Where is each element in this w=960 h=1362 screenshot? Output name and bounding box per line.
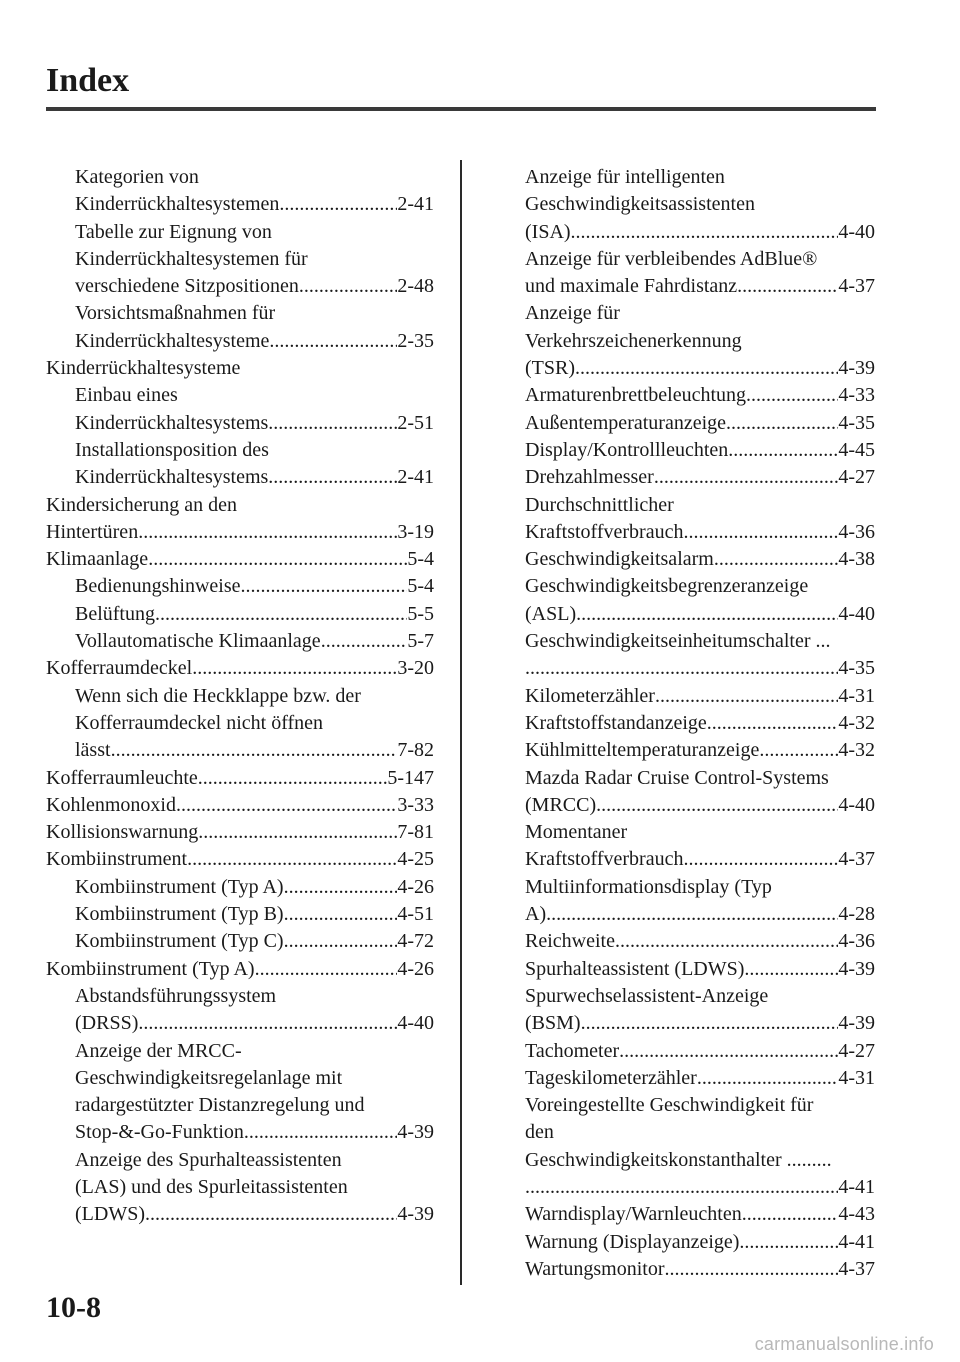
index-term: Kraftstoffstandanzeige	[525, 711, 707, 734]
index-entry	[46, 792, 434, 819]
index-entry	[46, 328, 434, 355]
index-page-ref: 5-4	[407, 575, 434, 598]
dot-leader	[525, 1174, 838, 1201]
index-entry	[46, 464, 434, 491]
index-term: Warnung (Displayanzeige)	[525, 1230, 740, 1253]
index-term: Hintertüren	[46, 520, 139, 543]
dot-leader	[654, 464, 839, 491]
index-entry: Multiinformationsdisplay (Typ	[525, 875, 772, 898]
index-term: Kinderrückhaltesystems	[75, 411, 269, 434]
index-entry	[46, 737, 434, 764]
index-entry: Voreingestellte Geschwindigkeit für	[525, 1094, 814, 1117]
index-term: Kinderrückhaltesysteme	[75, 329, 270, 352]
dot-leader	[148, 546, 407, 573]
index-entry: Geschwindigkeitsregelanlage mit	[75, 1066, 343, 1089]
index-page-ref: 3-19	[397, 520, 434, 543]
dot-leader	[138, 519, 397, 546]
index-page-ref: 4-35	[838, 657, 875, 680]
index-entry	[525, 1065, 875, 1092]
index-page-ref: 4-41	[838, 1230, 875, 1253]
dot-leader	[244, 1119, 397, 1146]
index-term: Stop-&-Go-Funktion	[75, 1121, 244, 1144]
index-entry: Anzeige der MRCC-	[75, 1039, 242, 1062]
index-column-left	[46, 164, 434, 1229]
index-entry	[525, 1010, 875, 1037]
index-entry: Mazda Radar Cruise Control-Systems	[525, 766, 829, 789]
dot-leader	[737, 273, 838, 300]
index-page-ref: 4-37	[838, 1257, 875, 1280]
index-term: Kombiinstrument (Typ A)	[46, 957, 255, 980]
index-entry: Verkehrszeichenerkennung	[525, 329, 742, 352]
index-term: Kühlmitteltemperaturanzeige	[525, 739, 760, 762]
index-entry: (LAS) und des Spurleitassistenten	[75, 1175, 348, 1198]
dot-leader	[714, 546, 838, 573]
index-term: lässt	[75, 739, 111, 762]
index-term: Warndisplay/Warnleuchten	[525, 1203, 742, 1226]
dot-leader	[596, 792, 838, 819]
index-page-ref: 4-40	[838, 793, 875, 816]
index-page-ref: 4-37	[838, 275, 875, 298]
index-page-ref: 4-27	[838, 466, 875, 489]
index-page-ref: 4-43	[838, 1203, 875, 1226]
dot-leader	[742, 1201, 839, 1228]
dot-leader	[655, 683, 838, 710]
header-rule	[46, 107, 876, 111]
dot-leader	[268, 410, 397, 437]
index-entry	[525, 382, 875, 409]
dot-leader	[284, 928, 398, 955]
index-term: Kombiinstrument	[46, 848, 188, 871]
index-entry	[46, 601, 434, 628]
index-entry: Anzeige für verbleibendes AdBlue®	[525, 247, 818, 270]
index-term: Wartungsmonitor	[525, 1257, 665, 1280]
index-term: Reichweite	[525, 930, 615, 953]
index-term: Display/Kontrollleuchten	[525, 438, 729, 461]
index-entry	[46, 655, 434, 682]
index-page-ref: 4-40	[838, 220, 875, 243]
index-entry	[525, 437, 875, 464]
index-entry	[525, 710, 875, 737]
index-page-ref: 4-37	[838, 848, 875, 871]
dot-leader	[111, 737, 398, 764]
dot-leader	[321, 628, 408, 655]
index-entry: Tabelle zur Eignung von	[75, 220, 272, 243]
dot-leader	[525, 655, 838, 682]
index-entry	[46, 846, 434, 873]
index-entry	[46, 573, 434, 600]
index-entry	[525, 355, 875, 382]
index-term: Belüftung	[75, 602, 155, 625]
dot-leader	[683, 519, 838, 546]
index-term: Kombiinstrument (Typ B)	[75, 903, 284, 926]
index-entry: Geschwindigkeitsbegrenzeranzeige	[525, 575, 809, 598]
index-page-ref: 4-72	[397, 930, 434, 953]
index-entry	[46, 191, 434, 218]
index-entry: Geschwindigkeitsassistenten	[525, 193, 755, 216]
index-term: (LDWS)	[75, 1203, 145, 1226]
dot-leader	[707, 710, 839, 737]
index-page-ref: 4-31	[838, 1066, 875, 1089]
index-entry	[525, 1038, 875, 1065]
index-entry: Spurwechselassistent-Anzeige	[525, 984, 769, 1007]
dot-leader	[571, 219, 839, 246]
index-page-ref: 4-33	[838, 384, 875, 407]
index-term: (BSM)	[525, 1012, 581, 1035]
index-term: Kollisionswarnung	[46, 821, 199, 844]
index-entry	[46, 628, 434, 655]
dot-leader	[269, 328, 397, 355]
index-term: Kofferraumleuchte	[46, 766, 198, 789]
index-term: (TSR)	[525, 357, 575, 380]
index-entry	[46, 546, 434, 573]
index-page-ref: 7-81	[397, 821, 434, 844]
index-entry	[525, 546, 875, 573]
index-entry	[525, 273, 875, 300]
index-page-ref: 4-39	[838, 357, 875, 380]
index-term: Klimaanlage	[46, 548, 149, 571]
column-divider	[460, 160, 462, 1285]
index-entry: den	[525, 1121, 554, 1144]
dot-leader	[155, 601, 407, 628]
dot-leader	[176, 792, 397, 819]
index-entry: Vorsichtsmaßnahmen für	[75, 302, 276, 325]
index-page-ref: 5-4	[407, 548, 434, 571]
index-entry	[525, 410, 875, 437]
index-term: (ASL)	[525, 602, 577, 625]
dot-leader	[581, 1010, 839, 1037]
dot-leader	[739, 1229, 838, 1256]
dot-leader	[241, 573, 408, 600]
index-entry	[46, 928, 434, 955]
index-page-ref: 2-51	[397, 411, 434, 434]
index-entry: Geschwindigkeitskonstanthalter .........	[525, 1148, 832, 1171]
index-page-ref: 7-82	[397, 739, 434, 762]
index-entry	[525, 1201, 875, 1228]
dot-leader	[187, 846, 397, 873]
dot-leader	[284, 901, 398, 928]
index-term: Kohlenmonoxid	[46, 793, 176, 816]
index-page-ref: 3-20	[397, 657, 434, 680]
index-page-ref: 4-40	[397, 1012, 434, 1035]
index-page-ref: 4-32	[838, 711, 875, 734]
index-entry	[525, 519, 875, 546]
index-entry	[525, 1174, 875, 1201]
index-entry	[46, 1010, 434, 1037]
index-entry: Kindersicherung an den	[46, 493, 238, 516]
dot-leader	[728, 437, 838, 464]
dot-leader	[255, 956, 398, 983]
dot-leader	[683, 846, 838, 873]
index-entry	[46, 1119, 434, 1146]
index-page-ref: 3-33	[397, 793, 434, 816]
index-term: Kofferraumdeckel	[46, 657, 193, 680]
index-entry	[46, 410, 434, 437]
dot-leader	[279, 191, 397, 218]
index-entry: Anzeige für	[525, 302, 620, 325]
index-entry	[525, 219, 875, 246]
dot-leader	[192, 655, 397, 682]
index-term: Spurhalteassistent (LDWS)	[525, 957, 745, 980]
dot-leader	[299, 273, 398, 300]
dot-leader	[619, 1038, 838, 1065]
index-entry	[46, 273, 434, 300]
index-term: Geschwindigkeitsalarm	[525, 548, 714, 571]
index-term: Kombiinstrument (Typ C)	[75, 930, 284, 953]
index-term: (DRSS)	[75, 1012, 139, 1035]
dot-leader	[697, 1065, 838, 1092]
index-page-ref: 4-26	[397, 957, 434, 980]
dot-leader	[744, 956, 838, 983]
dot-leader	[145, 1201, 397, 1228]
watermark: carmanualsonline.info	[754, 1334, 934, 1354]
dot-leader	[198, 819, 397, 846]
index-page-ref: 2-41	[397, 193, 434, 216]
index-page-ref: 4-45	[838, 438, 875, 461]
index-column-right	[525, 164, 875, 1283]
index-entry	[46, 519, 434, 546]
index-page-ref: 5-7	[407, 630, 434, 653]
index-page-ref: 4-39	[838, 957, 875, 980]
dot-leader	[726, 410, 838, 437]
index-page-ref: 5-147	[387, 766, 434, 789]
index-page-ref: 4-31	[838, 684, 875, 707]
index-entry	[46, 874, 434, 901]
index-entry: Kinderrückhaltesysteme	[46, 357, 241, 380]
index-entry	[525, 846, 875, 873]
index-page-ref: 4-36	[838, 930, 875, 953]
index-term: Kinderrückhaltesystems	[75, 466, 269, 489]
page-number: 10-8	[46, 1291, 101, 1324]
index-entry: Installationsposition des	[75, 438, 269, 461]
index-entry	[525, 792, 875, 819]
index-entry	[525, 683, 875, 710]
index-term: Kraftstoffverbrauch	[525, 520, 684, 543]
index-entry	[525, 464, 875, 491]
index-page-ref: 4-26	[397, 875, 434, 898]
dot-leader	[198, 765, 388, 792]
index-entry	[46, 765, 434, 792]
index-entry	[46, 1201, 434, 1228]
dot-leader	[138, 1010, 397, 1037]
index-entry	[525, 601, 875, 628]
index-entry: Kofferraumdeckel nicht öffnen	[75, 711, 324, 734]
index-entry: Geschwindigkeitseinheitumschalter ...	[525, 630, 831, 653]
index-page-ref: 4-38	[838, 548, 875, 571]
index-term: verschiedene Sitzpositionen	[75, 275, 299, 298]
index-entry	[525, 1229, 875, 1256]
dot-leader	[664, 1256, 838, 1283]
index-entry	[525, 901, 875, 928]
index-entry: Kategorien von	[75, 166, 199, 188]
index-entry: Momentaner	[525, 821, 628, 844]
index-term: Bedienungshinweise	[75, 575, 241, 598]
index-entry	[525, 737, 875, 764]
index-page-ref: 4-39	[397, 1121, 434, 1144]
index-term: Tageskilometerzähler	[525, 1066, 697, 1089]
index-term: (MRCC)	[525, 793, 597, 816]
index-entry	[46, 956, 434, 983]
index-entry	[525, 655, 875, 682]
index-entry: radargestützter Distanzregelung und	[75, 1094, 365, 1117]
index-entry: Abstandsführungssystem	[75, 984, 277, 1007]
index-term: und maximale Fahrdistanz	[525, 275, 738, 298]
index-term: Armaturenbrettbeleuchtung	[525, 384, 747, 407]
index-term: Kilometerzähler	[525, 684, 655, 707]
dot-leader	[746, 382, 838, 409]
index-term: A)	[525, 903, 547, 926]
index-term: Kinderrückhaltesystemen	[75, 193, 280, 216]
index-page-ref: 4-51	[397, 903, 434, 926]
index-term: Kombiinstrument (Typ A)	[75, 875, 284, 898]
index-page-ref: 2-48	[397, 275, 434, 298]
index-entry	[525, 1256, 875, 1283]
index-page-ref: 4-35	[838, 411, 875, 434]
index-entry: Einbau eines	[75, 384, 178, 407]
dot-leader	[268, 464, 397, 491]
index-entry: Kinderrückhaltesystemen für	[75, 247, 308, 270]
index-page-ref: 2-35	[397, 329, 434, 352]
dot-leader	[615, 928, 838, 955]
page-title: Index	[46, 62, 130, 99]
index-page-ref: 4-40	[838, 602, 875, 625]
index-page-ref: 2-41	[397, 466, 434, 489]
index-entry: Wenn sich die Heckklappe bzw. der	[75, 684, 361, 707]
dot-leader	[546, 901, 838, 928]
index-term: Kraftstoffverbrauch	[525, 848, 684, 871]
index-page-ref: 4-39	[838, 1012, 875, 1035]
index-entry	[46, 819, 434, 846]
index-page-ref: 4-41	[838, 1175, 875, 1198]
index-entry: Durchschnittlicher	[525, 493, 674, 516]
index-page-ref: 4-25	[397, 848, 434, 871]
index-term: Außentemperaturanzeige	[525, 411, 727, 434]
index-entry: Anzeige für intelligenten	[525, 166, 725, 188]
index-page-ref: 5-5	[407, 602, 434, 625]
dot-leader	[759, 737, 838, 764]
dot-leader	[284, 874, 398, 901]
dot-leader	[576, 601, 838, 628]
index-page-ref: 4-36	[838, 520, 875, 543]
index-term: Vollautomatische Klimaanlage	[75, 630, 321, 653]
index-entry	[525, 928, 875, 955]
index-page-ref: 4-27	[838, 1039, 875, 1062]
dot-leader	[575, 355, 838, 382]
index-entry	[46, 901, 434, 928]
index-term: Drehzahlmesser	[525, 466, 654, 489]
index-term: (ISA)	[525, 220, 571, 243]
index-entry	[525, 956, 875, 983]
index-page-ref: 4-32	[838, 739, 875, 762]
index-page-ref: 4-28	[838, 903, 875, 926]
index-entry: Anzeige des Spurhalteassistenten	[75, 1148, 342, 1171]
index-term: Tachometer	[525, 1039, 620, 1062]
index-page-ref: 4-39	[397, 1203, 434, 1226]
